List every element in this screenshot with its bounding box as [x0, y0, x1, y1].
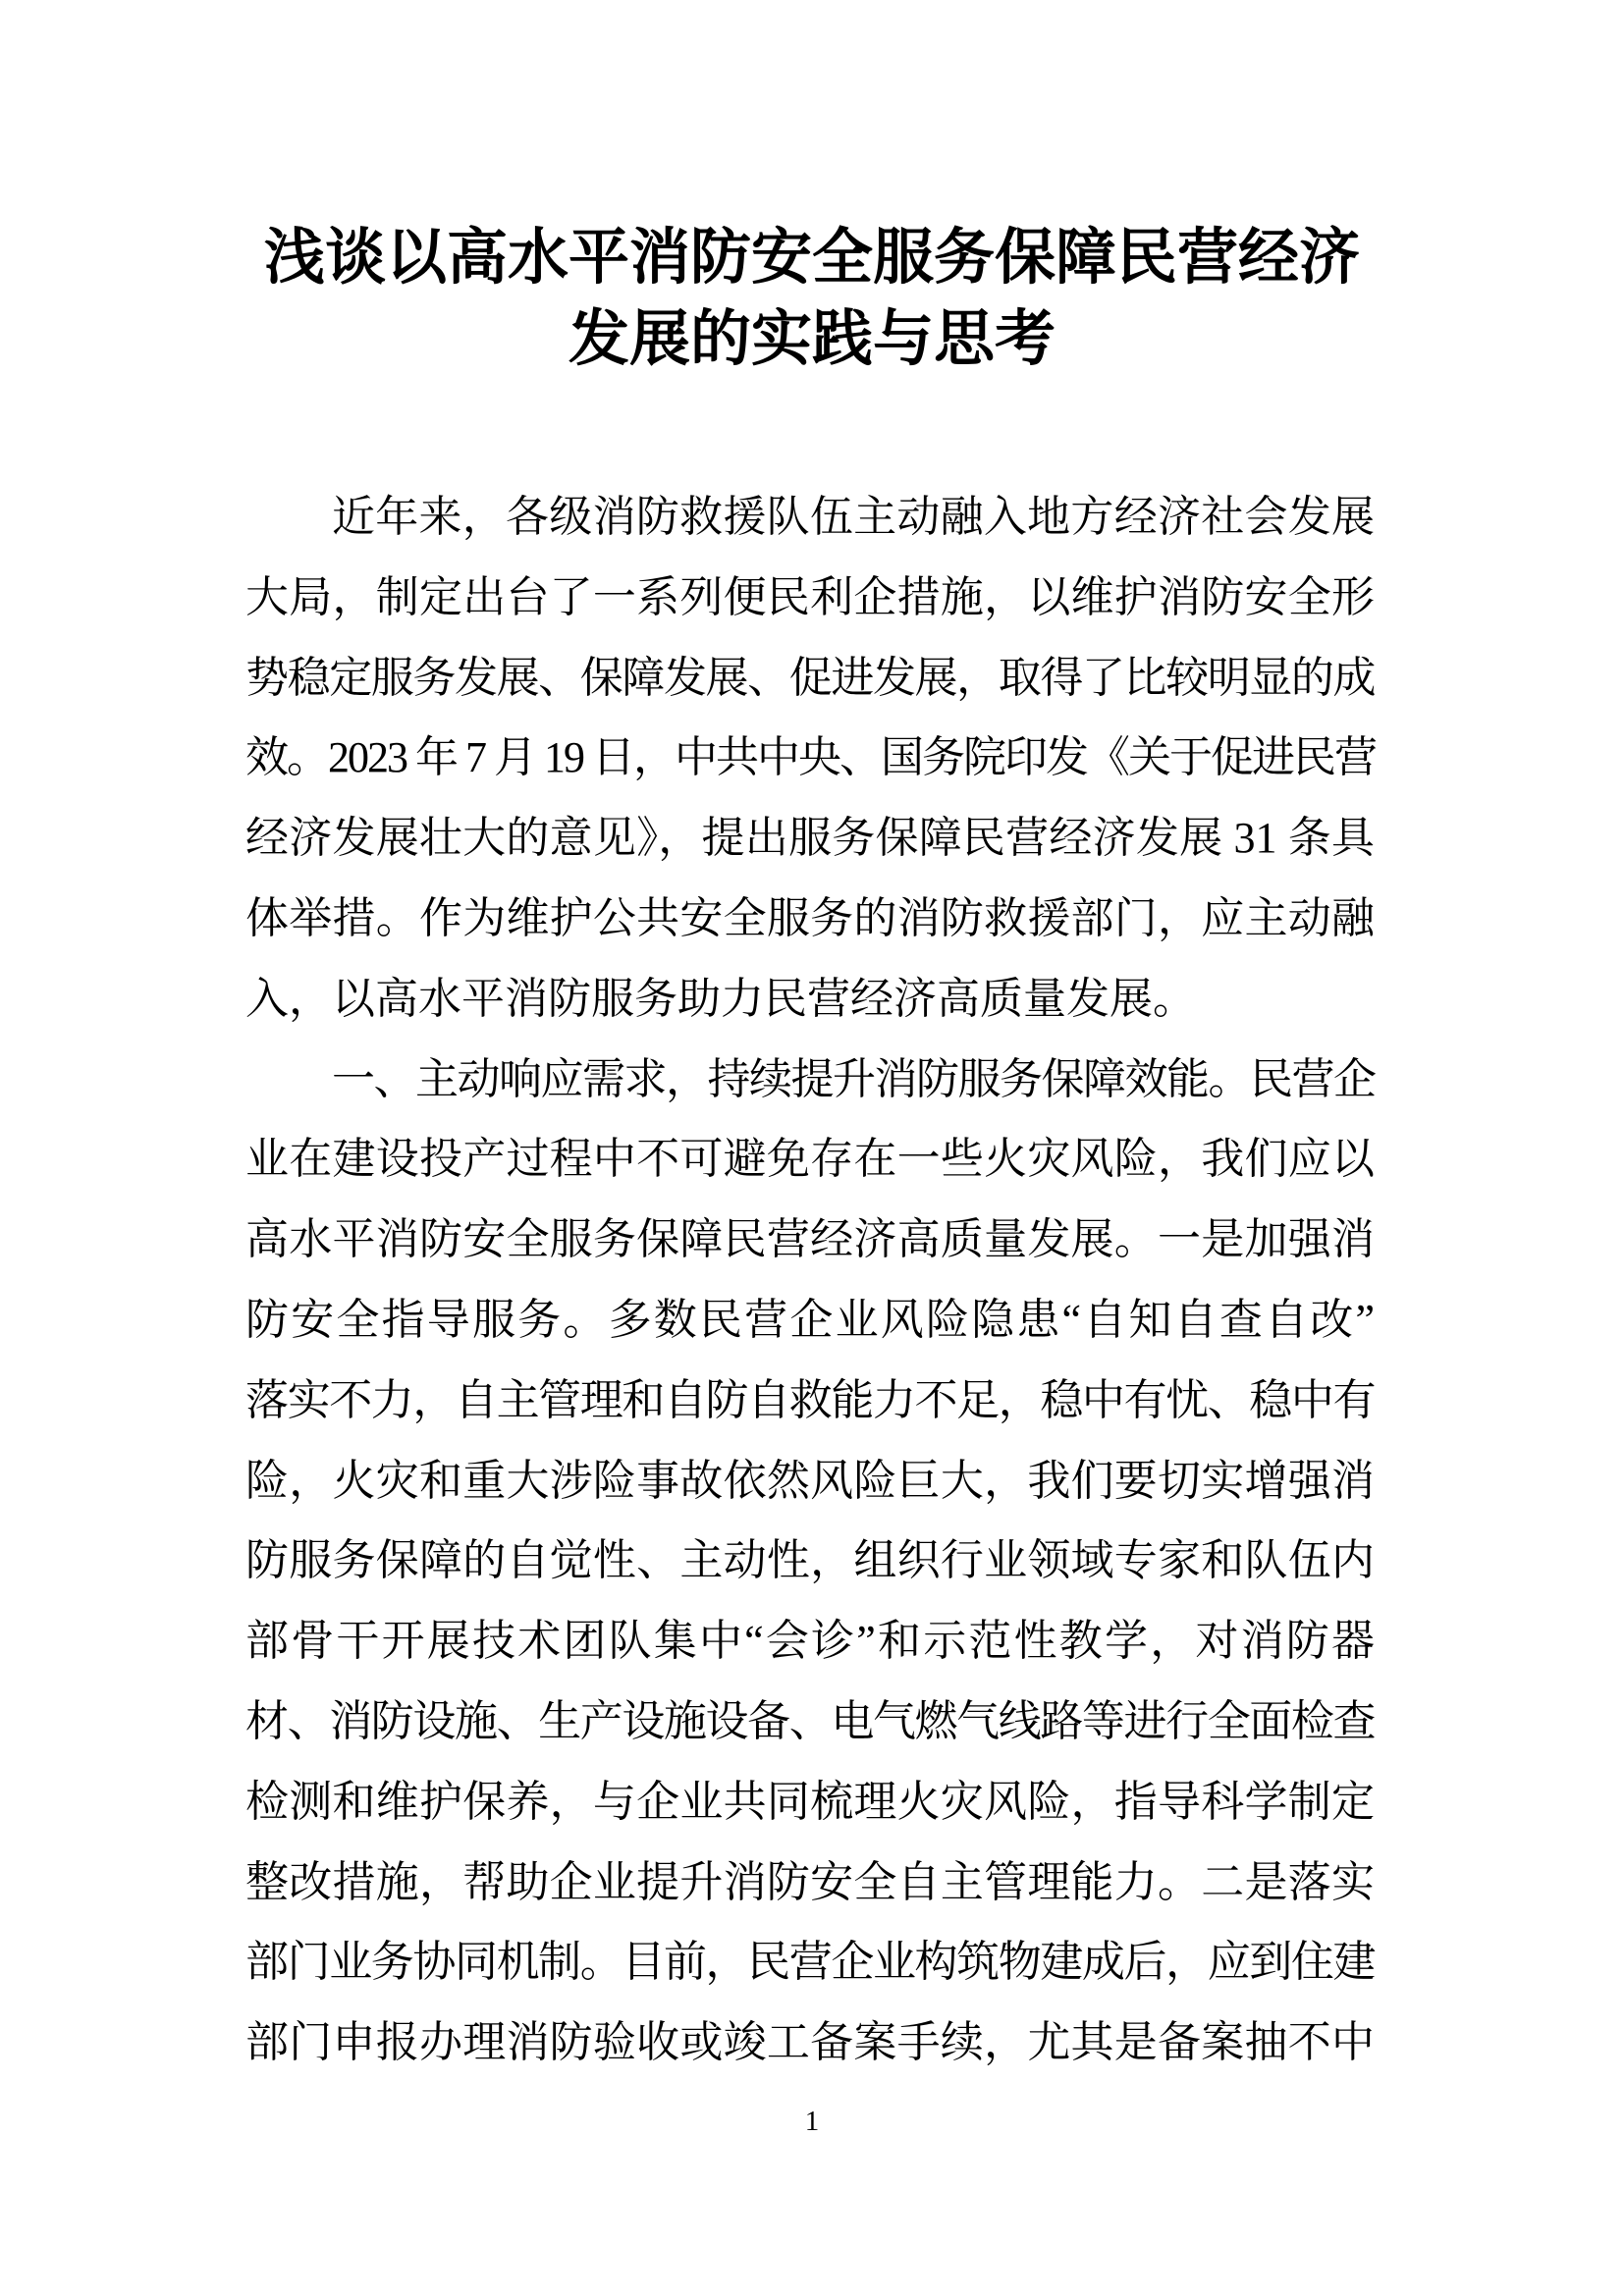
body-line: 部门申报办理消防验收或竣工备案手续，尤其是备案抽不中: [245, 2018, 1375, 2067]
body-line: 近年来，各级消防救援队伍主动融入地方经济社会发展: [332, 493, 1375, 541]
document-title: [0, 217, 1624, 380]
body-line: 材、消防设施、生产设施设备、电气燃气线路等进行全面检查: [245, 1696, 1375, 1745]
body-line: 体举措。作为维护公共安全服务的消防救援部门，应主动融: [245, 893, 1375, 942]
body-line: 业在建设投产过程中不可避免存在一些火灾风险，我们应以: [245, 1135, 1375, 1184]
body-line: 整改措施，帮助企业提升消防安全自主管理能力。二是落实: [245, 1857, 1375, 1906]
body-line: 经济发展壮大的意见》，提出服务保障民营经济发展 31 条具: [245, 814, 1375, 863]
body-line: 大局，制定出台了一系列便民利企措施，以维护消防安全形: [245, 572, 1375, 621]
body-line: 落实不力，自主管理和自防自救能力不足，稳中有忧、稳中有: [245, 1375, 1375, 1424]
body-line: 效。2023 年 7 月 19 日，中共中央、国务院印发《关于促进民营: [245, 733, 1376, 782]
title-line-2: 发展的实践与思考: [568, 305, 1056, 373]
document-body: [245, 477, 1375, 2083]
body-line: 高水平消防安全服务保障民营经济高质量发展。一是加强消: [245, 1215, 1375, 1264]
body-line: 一、主动响应需求，持续提升消防服务保障效能。民营企: [332, 1054, 1376, 1103]
body-line: 入，以高水平消防服务助力民营经济高质量发展。: [245, 974, 1196, 1023]
body-line: 检测和维护保养，与企业共同梳理火灾风险，指导科学制定: [245, 1777, 1375, 1826]
body-line: 防安全指导服务。多数民营企业风险隐患“自知自查自改”: [245, 1295, 1375, 1344]
body-line: 部骨干开展技术团队集中“会诊”和示范性教学，对消防器: [245, 1617, 1375, 1666]
title-line-1: 浅谈以高水平消防安全服务保障民营经济: [263, 224, 1360, 292]
page-number: 1: [804, 2106, 820, 2137]
body-line: 防服务保障的自觉性、主动性，组织行业领域专家和队伍内: [245, 1536, 1375, 1585]
body-line: 部门业务协同机制。目前，民营企业构筑物建成后，应到住建: [245, 1938, 1375, 1987]
body-line: 险，火灾和重大涉险事故依然风险巨大，我们要切实增强消: [245, 1456, 1375, 1505]
body-line: 势稳定服务发展、保障发展、促进发展，取得了比较明显的成: [245, 653, 1375, 702]
